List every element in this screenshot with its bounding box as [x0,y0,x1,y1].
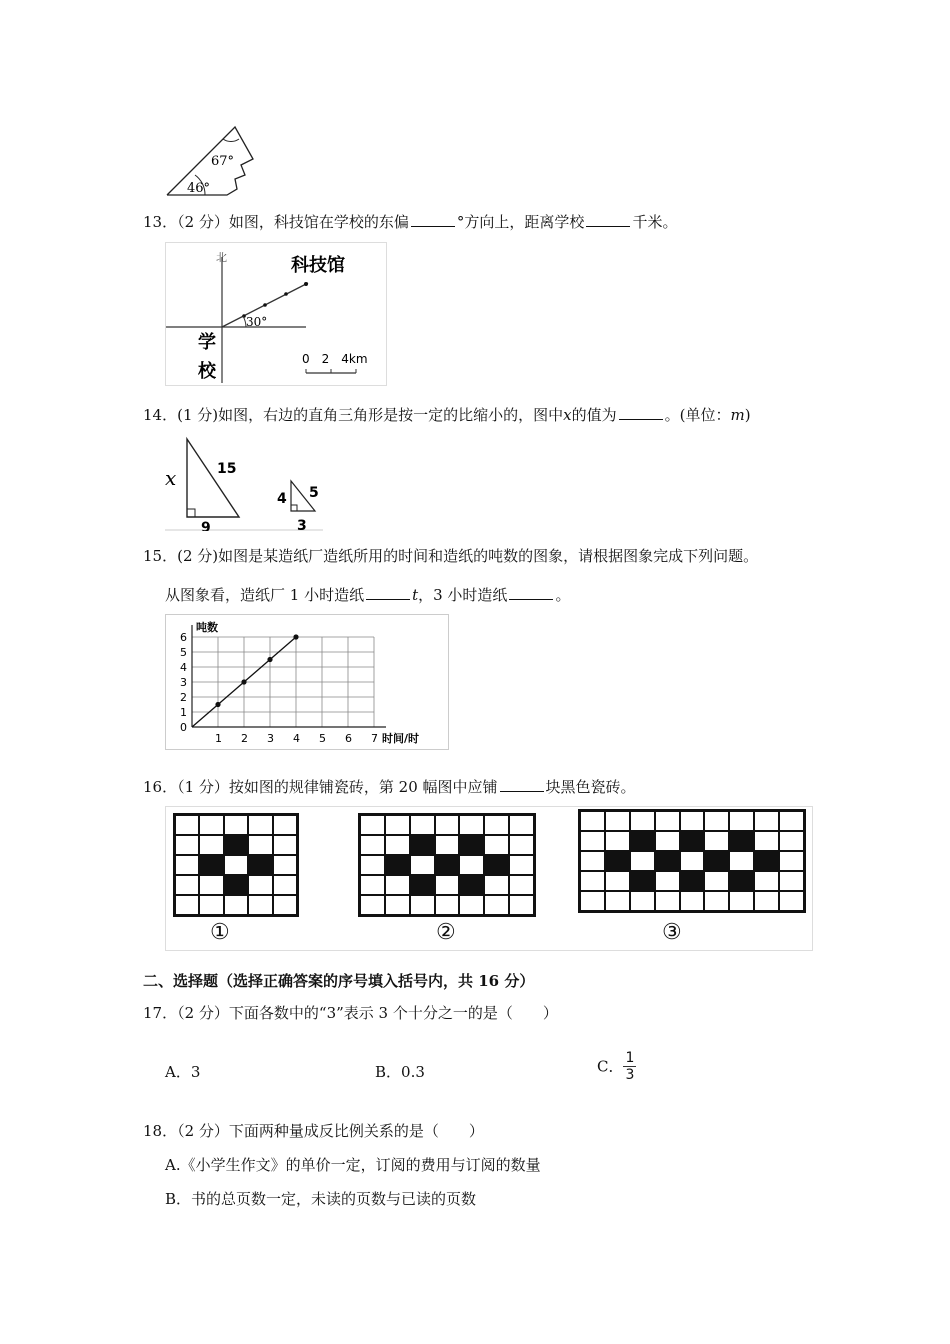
white-tile [779,811,804,831]
question-text: 如图是某造纸厂造纸所用的时间和造纸的吨数的图象，请根据图象完成下列问题。 [218,547,759,565]
school-label-1: 学 [198,332,216,353]
black-tile [605,851,630,871]
label-x: x [165,466,177,490]
black-tile [199,855,223,875]
question-13 [143,211,677,232]
fraction-one-third [623,1050,636,1083]
white-tile [459,855,484,875]
white-tile [655,831,680,851]
white-tile [459,815,484,835]
white-tile [655,891,680,911]
q14-figure [165,435,323,531]
white-tile [655,811,680,831]
white-tile [779,831,804,851]
white-tile [410,895,435,915]
q16-figure [165,806,813,951]
white-tile [385,835,410,855]
x-axis-label: 时间/时 [382,732,420,745]
white-tile [704,811,729,831]
white-tile [175,855,199,875]
q12-figure [165,125,255,197]
black-tile [459,875,484,895]
question-text: 千米。 [632,213,678,231]
label-4: 4 [277,491,287,507]
white-tile [509,875,534,895]
option-label: A． [165,1063,191,1081]
question-15 [143,546,758,566]
white-tile [199,815,223,835]
white-tile [175,875,199,895]
section-2-title: 二、选择题（选择正确答案的序号填入括号内，共 16 分） [143,972,535,990]
white-tile [199,895,223,915]
question-text: 下面各数中的“3”表示 3 个十分之一的是（ ） [228,1004,558,1022]
black-tile [224,835,248,855]
map-direction-diagram [166,243,386,385]
question-text: 如图，科技馆在学校的东偏 [228,213,409,231]
black-tile [435,855,460,875]
y-tick-label: 6 [180,631,187,644]
question-text: 。(单位： [664,406,731,424]
white-tile [580,851,605,871]
answer-blank[interactable] [619,404,663,420]
white-tile [435,815,460,835]
white-tile [248,895,272,915]
question-text: 。 [555,586,571,604]
white-tile [484,875,509,895]
label-15: 15 [217,461,237,477]
question-text: 如图，右边的直角三角形是按一定的比缩小的，图中 [218,406,564,424]
option-label: B． [375,1063,402,1081]
q13-figure [165,242,387,386]
x-tick-label: 7 [371,732,378,745]
label-5: 5 [309,485,319,501]
white-tile [385,895,410,915]
white-tile [630,811,655,831]
tile-pattern-1 [173,813,299,917]
tile-label-2: ② [436,920,456,945]
white-tile [484,895,509,915]
data-point [293,634,298,639]
option-text: 书的总页数一定，未读的页数与已读的页数 [191,1190,477,1208]
question-score: (2 分) [177,547,219,565]
white-tile [224,895,248,915]
black-tile [680,831,705,851]
black-tile [385,855,410,875]
question-text: 的值为 [571,406,617,424]
white-tile [224,855,248,875]
white-tile [680,891,705,911]
white-tile [410,855,435,875]
white-tile [630,851,655,871]
black-tile [704,851,729,871]
angle-67-label: 67° [211,154,235,169]
white-tile [605,831,630,851]
question-number: 13． [143,213,178,231]
fraction-denominator: 3 [625,1067,635,1083]
white-tile [175,815,199,835]
angle-46-label: 46° [187,181,211,196]
question-number: 14． [143,406,178,424]
tons-vs-time-chart [166,615,448,749]
black-tile [459,835,484,855]
y-tick-label: 2 [180,691,187,704]
white-tile [704,831,729,851]
y-tick-label: 3 [180,676,187,689]
white-tile [435,895,460,915]
white-tile [509,815,534,835]
white-tile [754,891,779,911]
question-text: ，3 小时造纸 [418,586,508,604]
white-tile [754,811,779,831]
white-tile [385,875,410,895]
question-score: （2 分） [177,213,229,231]
question-text: 从图象看，造纸厂 1 小时造纸 [165,586,365,604]
option-a[interactable] [165,1062,200,1082]
option-b[interactable] [375,1062,425,1082]
question-text: ) [744,406,751,424]
option-text: 《小学生作文》的单价一定，订阅的费用与订阅的数量 [180,1156,541,1174]
unit-label: t [412,586,419,604]
question-15-line2 [165,584,570,605]
q15-chart [165,614,449,750]
y-axis-label: 吨数 [196,621,218,634]
answer-blank[interactable] [500,776,544,792]
white-tile [273,835,297,855]
white-tile [729,851,754,871]
science-museum-label: 科技馆 [291,255,345,276]
y-tick-label: 5 [180,646,187,659]
tile-label-1: ① [210,920,230,945]
question-17 [143,1003,558,1023]
tile-label-3: ③ [662,920,682,945]
black-tile [410,875,435,895]
scale-label: 0 2 4km [302,352,368,366]
x-tick-label: 4 [293,732,300,745]
x-tick-label: 1 [215,732,222,745]
black-tile [655,851,680,871]
white-tile [410,815,435,835]
x-tick-label: 5 [319,732,326,745]
white-tile [360,855,385,875]
black-tile [630,871,655,891]
label-3: 3 [297,518,307,531]
white-tile [385,815,410,835]
black-tile [729,831,754,851]
white-tile [779,891,804,911]
question-number: 15． [143,547,178,565]
white-tile [273,895,297,915]
white-tile [754,871,779,891]
question-16 [143,776,636,797]
black-tile [410,835,435,855]
white-tile [779,851,804,871]
question-text: 块黑色瓷砖。 [545,778,636,796]
option-label: C． [597,1057,624,1076]
white-tile [435,875,460,895]
white-tile [580,831,605,851]
question-score: （1 分） [177,778,229,796]
white-tile [509,895,534,915]
option-value: 3 [190,1063,201,1081]
white-tile [199,835,223,855]
white-tile [509,855,534,875]
school-label-2: 校 [198,361,216,382]
white-tile [704,891,729,911]
black-tile [630,831,655,851]
question-score: （2 分） [177,1122,229,1140]
white-tile [655,871,680,891]
question-score: （2 分） [177,1004,229,1022]
option-label: A. [165,1156,181,1174]
angle-30-label: 30° [246,315,268,329]
white-tile [199,875,223,895]
answer-blank[interactable] [509,584,553,600]
white-tile [580,891,605,911]
white-tile [754,831,779,851]
question-score: (1 分) [177,406,219,424]
white-tile [680,811,705,831]
option-label: B． [165,1190,192,1208]
white-tile [435,835,460,855]
y-tick-label: 4 [180,661,187,674]
question-18 [143,1121,484,1141]
x-tick-label: 3 [267,732,274,745]
question-number: 16． [143,778,178,796]
fraction-numerator: 1 [625,1050,635,1066]
data-point [241,679,246,684]
variable-x: x [563,406,572,424]
white-tile [580,871,605,891]
question-text: 下面两种量成反比例关系的是（ ） [228,1122,484,1140]
data-point [215,702,220,707]
tile-pattern-3 [578,809,806,913]
y-tick-label: 0 [180,721,187,734]
option-a[interactable] [165,1155,541,1175]
black-tile [754,851,779,871]
x-tick-label: 6 [345,732,352,745]
white-tile [605,811,630,831]
white-tile [248,815,272,835]
white-tile [273,855,297,875]
white-tile [175,895,199,915]
answer-blank[interactable] [366,584,410,600]
white-tile [680,851,705,871]
answer-blank[interactable] [586,211,630,227]
white-tile [729,891,754,911]
white-tile [729,811,754,831]
tile-pattern-2 [358,813,536,917]
white-tile [509,835,534,855]
white-tile [630,891,655,911]
white-tile [605,891,630,911]
north-label: 北 [216,251,227,264]
white-tile [360,875,385,895]
option-value: 0.3 [401,1063,425,1081]
white-tile [273,815,297,835]
white-tile [484,815,509,835]
question-14 [143,404,751,425]
white-tile [175,835,199,855]
option-c[interactable] [597,1050,636,1083]
y-tick-label: 1 [180,706,187,719]
black-tile [680,871,705,891]
white-tile [704,871,729,891]
black-tile [248,855,272,875]
question-number: 18． [143,1122,178,1140]
unit-label: m [730,406,745,424]
white-tile [605,871,630,891]
data-point [267,657,272,662]
white-tile [248,835,272,855]
question-number: 17． [143,1004,178,1022]
white-tile [459,895,484,915]
black-tile [729,871,754,891]
question-text: °方向上，距离学校 [456,213,585,231]
x-tick-label: 2 [241,732,248,745]
option-b[interactable] [165,1189,476,1209]
triangle-angles-diagram [165,125,255,197]
white-tile [580,811,605,831]
white-tile [248,875,272,895]
white-tile [360,895,385,915]
white-tile [273,875,297,895]
white-tile [224,815,248,835]
white-tile [779,871,804,891]
white-tile [360,835,385,855]
similar-triangles-diagram [165,435,323,531]
question-text: 按如图的规律铺瓷砖，第 20 幅图中应铺 [228,778,498,796]
white-tile [484,835,509,855]
label-9: 9 [201,520,211,531]
white-tile [360,815,385,835]
black-tile [224,875,248,895]
black-tile [484,855,509,875]
answer-blank[interactable] [411,211,455,227]
